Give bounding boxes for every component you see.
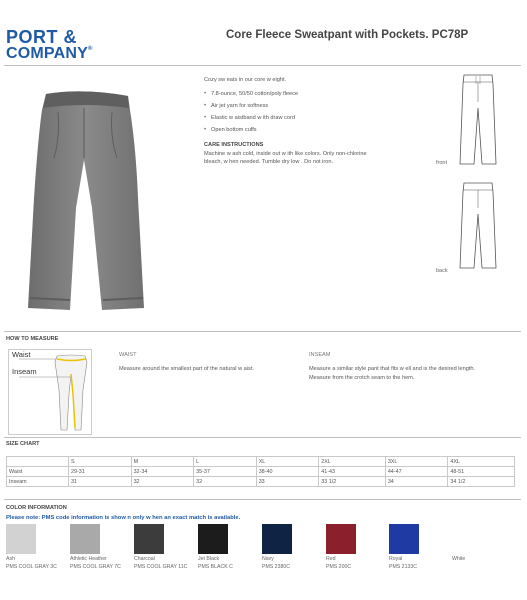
table-cell: 38-40 bbox=[256, 467, 319, 477]
bullet-icon: • bbox=[204, 127, 207, 134]
feature-item: • Air jet yarn for softness bbox=[204, 103, 269, 110]
page-title: Core Fleece Sweatpant with Pockets. PC78P bbox=[226, 29, 469, 41]
size-header: M bbox=[131, 457, 194, 467]
color-label: White bbox=[452, 556, 466, 562]
color-swatch-red bbox=[326, 524, 356, 554]
bullet-icon: • bbox=[204, 91, 207, 98]
color-info-heading: COLOR INFORMATION bbox=[6, 505, 67, 511]
color-swatch-athletic-heather bbox=[70, 524, 100, 554]
table-cell: 44-47 bbox=[385, 467, 448, 477]
brand-line-2: COMPANY® bbox=[6, 45, 93, 62]
inseam-text: Measure a similar style pant that fits w ell and is the desired length. Measure from the crotch seam to the hem. bbox=[309, 365, 476, 381]
table-cell: 32 bbox=[194, 477, 257, 487]
diagram-waist-label: Waist bbox=[12, 350, 31, 359]
table-cell: 32 bbox=[131, 477, 194, 487]
row-label: Inseam bbox=[7, 477, 69, 487]
color-label: Charcoal PMS COOL GRAY 11C bbox=[134, 556, 188, 570]
feature-item: • Open bottom cuffs bbox=[204, 127, 257, 134]
sweatpant-photo bbox=[18, 88, 148, 314]
table-cell: 34 bbox=[385, 477, 448, 487]
pms-note: Please note: PMS code information is show n only w hen an exact match is available. bbox=[6, 515, 241, 521]
brand-logo bbox=[6, 28, 93, 62]
table-cell: 33 bbox=[256, 477, 319, 487]
row-label: Waist bbox=[7, 467, 69, 477]
feature-item: • Elastic w aistband w ith draw cord bbox=[204, 115, 295, 122]
how-to-measure-heading: HOW TO MEASURE bbox=[6, 336, 59, 342]
back-flat-sketch bbox=[458, 180, 498, 272]
color-swatch-jet-black bbox=[198, 524, 228, 554]
table-cell: 29-31 bbox=[69, 467, 132, 477]
size-header: 3XL bbox=[385, 457, 448, 467]
size-header: S bbox=[69, 457, 132, 467]
color-label: Jet Black PMS BLACK C bbox=[198, 556, 233, 570]
color-label: Ash PMS COOL GRAY 3C bbox=[6, 556, 57, 570]
color-swatch-white bbox=[452, 524, 482, 554]
table-cell: 34 1/2 bbox=[448, 477, 515, 487]
bullet-icon: • bbox=[204, 103, 207, 110]
waist-instructions bbox=[119, 351, 289, 374]
bullet-icon: • bbox=[204, 115, 207, 122]
table-row bbox=[7, 467, 515, 477]
table-cell: 48-51 bbox=[448, 467, 515, 477]
feature-list bbox=[204, 90, 379, 135]
feature-item: • 7.8-ounce, 50/50 cotton/poly fleece bbox=[204, 91, 299, 98]
diagram-inseam-label: Inseam bbox=[12, 367, 37, 376]
table-cell: 35-37 bbox=[194, 467, 257, 477]
color-swatch-royal bbox=[389, 524, 419, 554]
section-divider bbox=[4, 437, 521, 438]
measure-diagram bbox=[8, 349, 92, 435]
color-label: Navy PMS 2380C bbox=[262, 556, 290, 570]
table-row bbox=[7, 477, 515, 487]
table-corner bbox=[7, 457, 69, 467]
size-chart-heading: SIZE CHART bbox=[6, 441, 40, 447]
table-cell: 41-43 bbox=[319, 467, 386, 477]
size-header: 4XL bbox=[448, 457, 515, 467]
table-cell: 33 1/2 bbox=[319, 477, 386, 487]
inseam-instructions bbox=[309, 351, 479, 384]
description-intro: Cozy sw eats in our core w eight. bbox=[204, 77, 287, 83]
front-flat-sketch bbox=[458, 72, 498, 168]
color-label: Athletic Heather PMS COOL GRAY 7C bbox=[70, 556, 121, 570]
back-label: back bbox=[436, 268, 448, 274]
color-swatch-charcoal bbox=[134, 524, 164, 554]
color-swatch-navy bbox=[262, 524, 292, 554]
header-divider bbox=[4, 65, 521, 66]
waist-text: Measure around the smallest part of the natural w aist. bbox=[119, 365, 254, 372]
table-cell: 31 bbox=[69, 477, 132, 487]
size-header: XL bbox=[256, 457, 319, 467]
color-swatch-ash bbox=[6, 524, 36, 554]
front-label: front bbox=[436, 160, 448, 166]
section-divider bbox=[4, 331, 521, 332]
size-header-row bbox=[7, 457, 515, 467]
section-divider bbox=[4, 499, 521, 500]
size-header: L bbox=[194, 457, 257, 467]
color-label: Royal PMS 2133C bbox=[389, 556, 417, 570]
waist-heading: WAIST bbox=[119, 352, 137, 358]
care-heading: CARE INSTRUCTIONS bbox=[204, 142, 264, 149]
size-header: 2XL bbox=[319, 457, 386, 467]
product-description bbox=[204, 76, 379, 167]
care-text: Machine w ash cold, inside out w ith like colors. Only non-chlorine bleach, w hen needed. Tumble dry low . Do not iron. bbox=[204, 150, 367, 166]
brand-line-1: PORT & bbox=[6, 27, 78, 47]
color-label: Red PMS 200C bbox=[326, 556, 352, 570]
inseam-heading: INSEAM bbox=[309, 352, 331, 358]
table-cell: 32-34 bbox=[131, 467, 194, 477]
body-diagram bbox=[9, 350, 93, 436]
size-chart-table bbox=[6, 456, 515, 487]
